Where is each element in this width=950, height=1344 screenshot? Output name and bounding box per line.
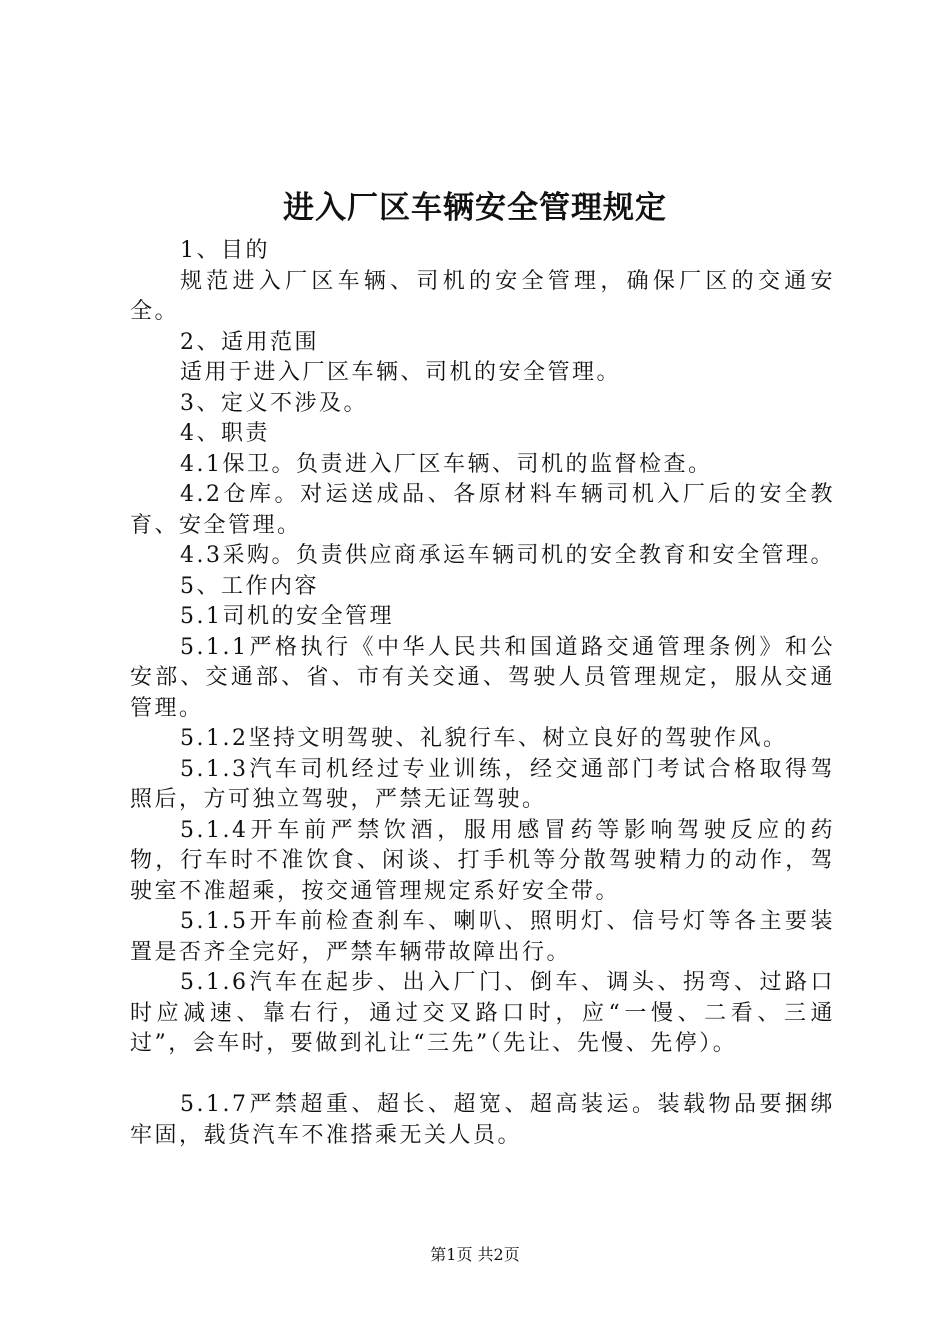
section-heading-definitions: 3、定义不涉及。 [180, 390, 368, 416]
section-heading-work-content: 5、工作内容 [180, 573, 319, 599]
paragraph-5-1-3: 5.1.3汽车司机经过专业训练，经交通部门考试合格取得驾照后，方可独立驾驶，严禁无证驾驶。 [130, 756, 835, 812]
subsection-heading-5-1: 5.1司机的安全管理 [180, 604, 394, 629]
page-footer: 第1页 共2页 [430, 1245, 520, 1264]
paragraph-4-3: 4.3采购。负责供应商承运车辆司机的安全教育和安全管理。 [180, 543, 835, 568]
paragraph-5-1-2: 5.1.2坚持文明驾驶、礼貌行车、树立良好的驾驶作风。 [180, 726, 788, 751]
paragraph-4-2: 4.2仓库。对运送成品、各原材料车辆司机入厂后的安全教育、安全管理。 [130, 482, 835, 538]
document-body [130, 236, 835, 1151]
paragraph-5-1-4: 5.1.4开车前严禁饮酒，服用感冒药等影响驾驶反应的药物，行车时不准饮食、闲谈、打手机等分散驾驶精力的动作，驾驶室不准超乘，按交通管理规定系好安全带。 [130, 817, 835, 904]
document-title: 进入厂区车辆安全管理规定 [283, 190, 667, 226]
section-heading-scope: 2、适用范围 [180, 329, 319, 355]
section-heading-purpose: 1、目的 [180, 238, 270, 263]
paragraph-5-1-7: 5.1.7严禁超重、超长、超宽、超高装运。装载物品要捆绑牢固，载货汽车不准搭乘无关人员。 [130, 1092, 835, 1148]
paragraph-4-1: 4.1保卫。负责进入厂区车辆、司机的监督检查。 [180, 451, 713, 477]
paragraph-purpose: 规范进入厂区车辆、司机的安全管理，确保厂区的交通安全。 [130, 268, 835, 324]
paragraph-scope: 适用于进入厂区车辆、司机的安全管理。 [180, 360, 622, 385]
paragraph-5-1-5: 5.1.5开车前检查刹车、喇叭、照明灯、信号灯等各主要装置是否齐全完好，严禁车辆带故障出行。 [130, 909, 835, 965]
paragraph-5-1-1: 5.1.1严格执行《中华人民共和国道路交通管理条例》和公安部、交通部、省、市有关交通、驾驶人员管理规定，服从交通管理。 [130, 634, 835, 721]
paragraph-5-1-6: 5.1.6汽车在起步、出入厂门、倒车、调头、拐弯、过路口时应减速、靠右行，通过交叉路口时，应“一慢、二看、三通过”，会车时，要做到礼让“三先”（先让、先慢、先停）。 [130, 970, 835, 1056]
section-heading-responsibilities: 4、职责 [180, 421, 270, 446]
